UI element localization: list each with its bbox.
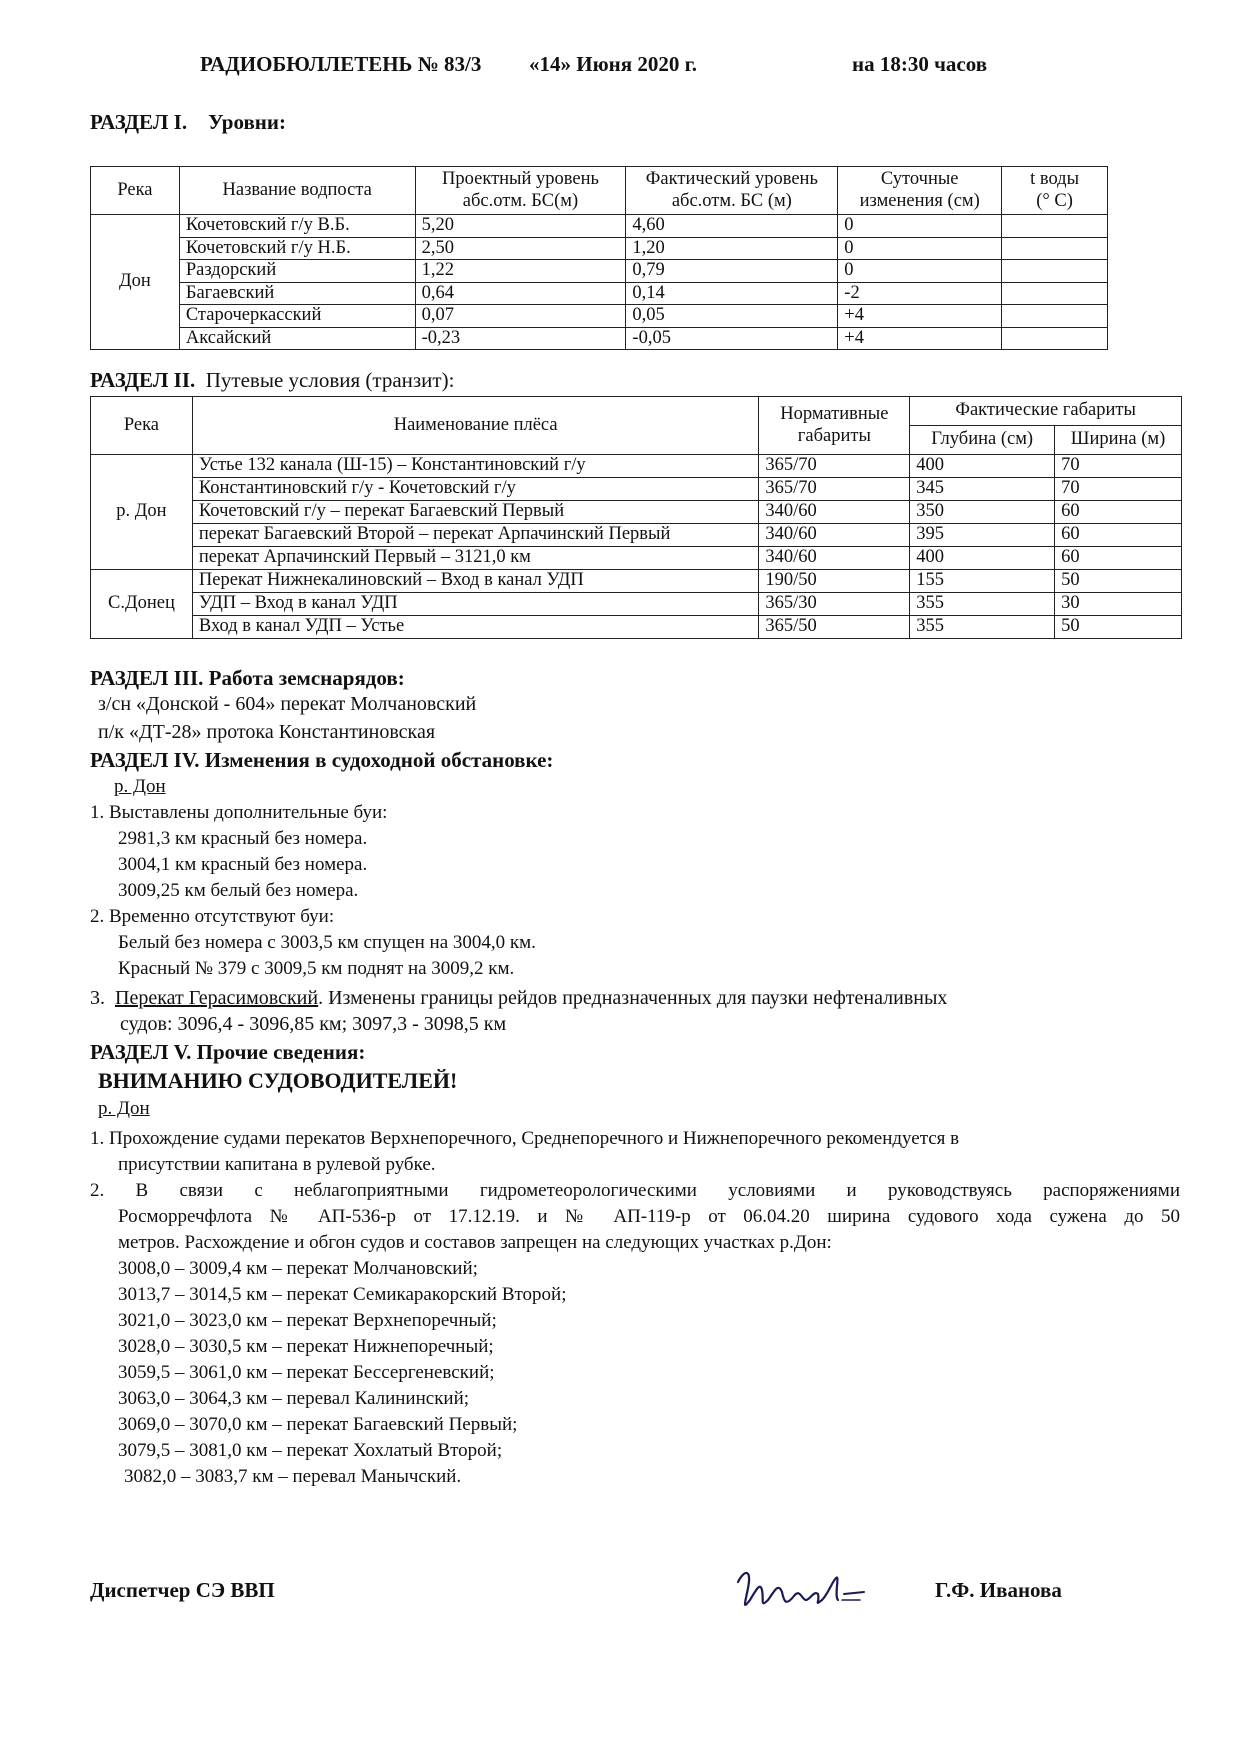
levels-col-4-line: изменения (см) — [859, 190, 980, 211]
route-river-cell: С.Донец — [91, 570, 193, 639]
levels-col-1-line: Название водпоста — [222, 179, 372, 200]
levels-col-1 — [179, 167, 415, 215]
route-cell-name: Константиновский г/у - Кочетовский г/у — [192, 478, 759, 501]
route-cell-norm: 190/50 — [759, 570, 910, 593]
levels-cell-project: 5,20 — [415, 215, 626, 238]
levels-col-4 — [838, 167, 1002, 215]
levels-col-5 — [1002, 167, 1108, 215]
section5-p1: 1. Прохождение судами перекатов Верхнепоречного, Среднепоречного и Нижнепоречного рекомендуется в — [90, 1128, 960, 1149]
route-cell-norm: 340/60 — [759, 524, 910, 547]
restricted-section-item: 3063,0 – 3064,3 км – перевал Калининский; — [118, 1388, 470, 1409]
levels-cell-post: Багаевский — [179, 282, 415, 305]
levels-cell-change: 0 — [838, 237, 1002, 260]
buoy-added-3: 3009,25 км белый без номера. — [118, 880, 359, 901]
levels-col-3-line: абс.отм. БС (м) — [671, 190, 792, 211]
restricted-section-item: 3028,0 – 3030,5 км – перекат Нижнепоречный; — [118, 1336, 494, 1357]
route-cell-depth: 345 — [910, 478, 1055, 501]
dredger-line-2: п/к «ДТ-28» протока Константиновская — [98, 721, 436, 743]
buoy-missing-2: Красный № 379 с 3009,5 км поднят на 3009,2 км. — [118, 958, 515, 979]
route-row — [91, 593, 1182, 616]
levels-col-2-line: Проектный уровень — [442, 169, 599, 190]
attention-heading: ВНИМАНИЮ СУДОВОДИТЕЛЕЙ! — [98, 1068, 458, 1093]
route-row — [91, 547, 1182, 570]
levels-cell-actual: 4,60 — [626, 215, 838, 238]
levels-col-2-line: абс.отм. БС(м) — [462, 190, 579, 211]
section5-heading: РАЗДЕЛ V. Прочие сведения: — [90, 1040, 366, 1064]
bulletin-title: РАДИОБЮЛЛЕТЕНЬ № 83/3 — [200, 52, 482, 76]
levels-cell-change: +4 — [838, 327, 1002, 350]
levels-table-header — [91, 167, 1108, 215]
route-col-name: Наименование плёса — [192, 397, 759, 455]
route-cell-width: 50 — [1055, 616, 1182, 639]
bulletin-date: «14» Июня 2020 г. — [529, 52, 698, 76]
section1-number: РАЗДЕЛ I. — [90, 110, 188, 134]
route-cell-width: 60 — [1055, 524, 1182, 547]
levels-cell-project: 2,50 — [415, 237, 626, 260]
route-row — [91, 524, 1182, 547]
levels-cell-post: Кочетовский г/у В.Б. — [179, 215, 415, 238]
section5-p2-line2: Росморречфлота № АП-536-р от 17.12.19. и № АП-119-р от 06.04.20 ширина судового хода сужена до 50 — [118, 1206, 1180, 1227]
item3-number: 3. — [90, 987, 105, 1009]
dispatcher-name: Г.Ф. Иванова — [935, 1578, 1062, 1602]
route-col-width: Ширина (м) — [1055, 426, 1182, 455]
route-col-depth: Глубина (см) — [910, 426, 1055, 455]
levels-cell-temp — [1002, 260, 1108, 283]
route-row — [91, 455, 1182, 478]
levels-row — [91, 327, 1108, 350]
levels-col-2 — [415, 167, 626, 215]
buoy-added-2: 3004,1 км красный без номера. — [118, 854, 368, 875]
levels-cell-change: 0 — [838, 215, 1002, 238]
route-col-norm-line1: Нормативные — [780, 404, 889, 425]
restricted-section-item: 3021,0 – 3023,0 км – перекат Верхнепоречный; — [118, 1310, 497, 1331]
route-row — [91, 570, 1182, 593]
buoy-missing-1: Белый без номера с 3003,5 км спущен на 3004,0 км. — [118, 932, 536, 953]
levels-cell-temp — [1002, 282, 1108, 305]
levels-cell-temp — [1002, 215, 1108, 238]
dispatcher-position: Диспетчер СЭ ВВП — [90, 1578, 275, 1602]
section4-item1: 1. Выставлены дополнительные буи: — [90, 802, 388, 823]
route-cell-width: 50 — [1055, 570, 1182, 593]
route-cell-depth: 400 — [910, 547, 1055, 570]
signature-image — [730, 1560, 890, 1620]
levels-cell-project: -0,23 — [415, 327, 626, 350]
section4-item3-cont: судов: 3096,4 - 3096,85 км; 3097,3 - 3098,5 км — [120, 1013, 507, 1035]
section2-title: Путевые условия (транзит): — [205, 368, 455, 392]
restricted-section-item: 3069,0 – 3070,0 км – перекат Багаевский Первый; — [118, 1414, 518, 1435]
levels-cell-actual: 1,20 — [626, 237, 838, 260]
section5-river: р. Дон — [98, 1098, 150, 1119]
item3-text: . Изменены границы рейдов предназначенных для паузки нефтеналивных — [318, 987, 948, 1009]
levels-row — [91, 305, 1108, 328]
route-cell-depth: 155 — [910, 570, 1055, 593]
route-cell-width: 70 — [1055, 455, 1182, 478]
route-cell-norm: 365/50 — [759, 616, 910, 639]
section2-heading — [90, 368, 454, 393]
levels-row — [91, 237, 1108, 260]
route-cell-name: Вход в канал УДП – Устье — [192, 616, 759, 639]
levels-row — [91, 215, 1108, 238]
levels-river-cell: Дон — [91, 215, 180, 350]
route-cell-norm: 340/60 — [759, 501, 910, 524]
levels-cell-temp — [1002, 327, 1108, 350]
route-col-actual: Фактические габариты — [910, 397, 1182, 426]
route-cell-depth: 350 — [910, 501, 1055, 524]
route-cell-width: 70 — [1055, 478, 1182, 501]
route-cell-width: 60 — [1055, 501, 1182, 524]
section4-heading: РАЗДЕЛ IV. Изменения в судоходной обстановке: — [90, 748, 554, 772]
route-cell-depth: 400 — [910, 455, 1055, 478]
route-cell-name: Кочетовский г/у – перекат Багаевский Первый — [192, 501, 759, 524]
section4-river: р. Дон — [114, 776, 166, 797]
levels-col-0 — [91, 167, 180, 215]
levels-cell-project: 0,07 — [415, 305, 626, 328]
route-river-cell: р. Дон — [91, 455, 193, 570]
levels-cell-post: Раздорский — [179, 260, 415, 283]
route-row — [91, 501, 1182, 524]
levels-cell-actual: -0,05 — [626, 327, 838, 350]
restricted-section-item: 3079,5 – 3081,0 км – перекат Хохлатый Второй; — [118, 1440, 503, 1461]
section4-item2: 2. Временно отсутствуют буи: — [90, 906, 335, 927]
levels-col-5-line: t воды — [1030, 169, 1080, 190]
section3-heading: РАЗДЕЛ III. Работа земснарядов: — [90, 666, 405, 690]
item3-shoal-name: Перекат Герасимовский — [115, 987, 319, 1009]
dredger-line-1: з/сн «Донской - 604» перекат Молчановский — [98, 693, 477, 715]
levels-cell-post: Аксайский — [179, 327, 415, 350]
levels-row — [91, 260, 1108, 283]
route-cell-depth: 355 — [910, 593, 1055, 616]
route-cell-name: перекат Арпачинский Первый – 3121,0 км — [192, 547, 759, 570]
restricted-section-item: 3082,0 – 3083,7 км – перевал Манычский. — [124, 1466, 462, 1487]
levels-cell-temp — [1002, 305, 1108, 328]
section1-title: Уровни: — [208, 110, 286, 134]
buoy-added-1: 2981,3 км красный без номера. — [118, 828, 368, 849]
bulletin-time: на 18:30 часов — [852, 52, 988, 76]
route-cell-width: 60 — [1055, 547, 1182, 570]
levels-cell-change: -2 — [838, 282, 1002, 305]
route-cell-name: УДП – Вход в канал УДП — [192, 593, 759, 616]
levels-cell-project: 1,22 — [415, 260, 626, 283]
route-cell-depth: 395 — [910, 524, 1055, 547]
levels-row — [91, 282, 1108, 305]
route-cell-norm: 365/70 — [759, 455, 910, 478]
restricted-section-item: 3008,0 – 3009,4 км – перекат Молчановский; — [118, 1258, 478, 1279]
section2-number: РАЗДЕЛ II. — [90, 368, 196, 392]
route-cell-width: 30 — [1055, 593, 1182, 616]
levels-cell-actual: 0,79 — [626, 260, 838, 283]
route-row — [91, 478, 1182, 501]
restricted-section-item: 3013,7 – 3014,5 км – перекат Семикаракорский Второй; — [118, 1284, 567, 1305]
route-col-norm-line2: габариты — [797, 425, 871, 446]
levels-col-3-line: Фактический уровень — [645, 169, 818, 190]
route-cell-name: перекат Багаевский Второй – перекат Арпачинский Первый — [192, 524, 759, 547]
route-conditions-table — [90, 396, 1182, 639]
levels-cell-temp — [1002, 237, 1108, 260]
levels-col-4-line: Суточные — [880, 169, 959, 190]
section1-heading — [90, 110, 286, 135]
levels-cell-post: Кочетовский г/у Н.Б. — [179, 237, 415, 260]
route-cell-name: Перекат Нижнекалиновский – Вход в канал УДП — [192, 570, 759, 593]
levels-col-5-line: (° С) — [1036, 190, 1073, 211]
route-cell-depth: 355 — [910, 616, 1055, 639]
route-cell-norm: 340/60 — [759, 547, 910, 570]
route-col-norm — [759, 397, 910, 455]
route-cell-name: Устье 132 канала (Ш-15) – Константиновский г/у — [192, 455, 759, 478]
levels-cell-change: 0 — [838, 260, 1002, 283]
levels-cell-change: +4 — [838, 305, 1002, 328]
levels-col-0-line: Река — [117, 179, 153, 200]
levels-col-3 — [626, 167, 838, 215]
route-table-header-row1 — [91, 397, 1182, 426]
section5-p2: 2. В связи с неблагоприятными гидрометеорологическими условиями и руководствуясь распоряжениями — [90, 1180, 1180, 1201]
levels-cell-actual: 0,05 — [626, 305, 838, 328]
levels-cell-actual: 0,14 — [626, 282, 838, 305]
section5-p1-cont: присутствии капитана в рулевой рубке. — [118, 1154, 436, 1175]
route-cell-norm: 365/70 — [759, 478, 910, 501]
section5-p2-line3: метров. Расхождение и обгон судов и составов запрещен на следующих участках р.Дон: — [118, 1232, 832, 1253]
levels-cell-project: 0,64 — [415, 282, 626, 305]
route-col-river: Река — [91, 397, 193, 455]
route-row — [91, 616, 1182, 639]
section4-item3 — [90, 986, 947, 1010]
route-cell-norm: 365/30 — [759, 593, 910, 616]
levels-cell-post: Старочеркасский — [179, 305, 415, 328]
levels-table — [90, 166, 1108, 350]
restricted-section-item: 3059,5 – 3061,0 км – перекат Бессергеневский; — [118, 1362, 495, 1383]
